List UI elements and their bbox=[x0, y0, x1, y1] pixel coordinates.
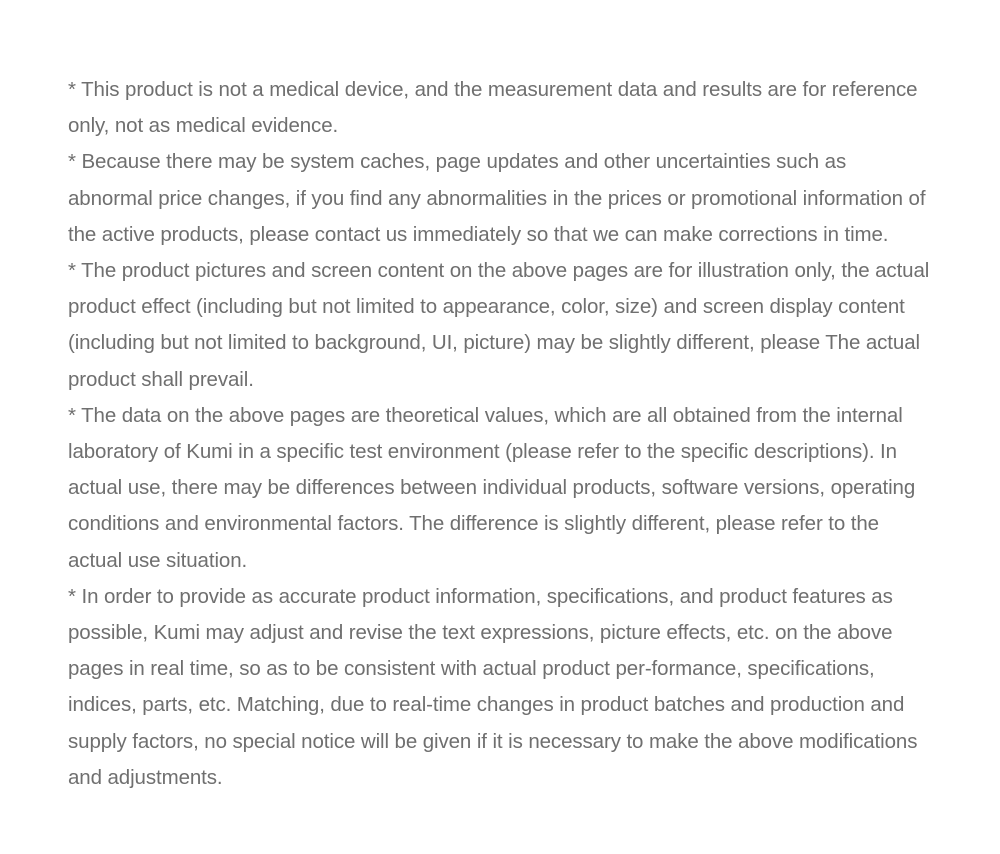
disclaimer-item: * This product is not a medical device, and the measurement data and results are for reference only, not as medical evidence. bbox=[68, 78, 924, 138]
disclaimer-list bbox=[68, 72, 935, 796]
disclaimer-item: * In order to provide as accurate product information, specifications, and product features as possible, Kumi may adjust and revise the text expressions, picture effects, etc. on the above pages in real time, so as to be consistent with actual product per-formance, specifications, indices, parts, etc. Matching, due to real-time changes in product batches and production and supply factors, no special notice will be given if it is necessary to make the above modifications and adjustments. bbox=[68, 584, 923, 789]
disclaimer-item: * The product pictures and screen content on the above pages are for illustration only, the actual product effect (including but not limited to appearance, color, size) and screen display content (including but not limited to background, UI, picture) may be slightly different, please The actual product shall prevail. bbox=[68, 259, 935, 391]
disclaimer-item: * Because there may be system caches, page updates and other uncertainties such as abnormal price changes, if you find any abnormalities in the prices or promotional information of the active products, please contact us immediately so that we can make corrections in time. bbox=[68, 150, 932, 246]
disclaimer-item: * The data on the above pages are theoretical values, which are all obtained from the internal laboratory of Kumi in a specific test environment (please refer to the specific descriptions). In actual use, there may be differences between individual products, software versions, operating conditions and environmental factors. The difference is slightly different, please refer to the actual use situation. bbox=[68, 403, 921, 572]
